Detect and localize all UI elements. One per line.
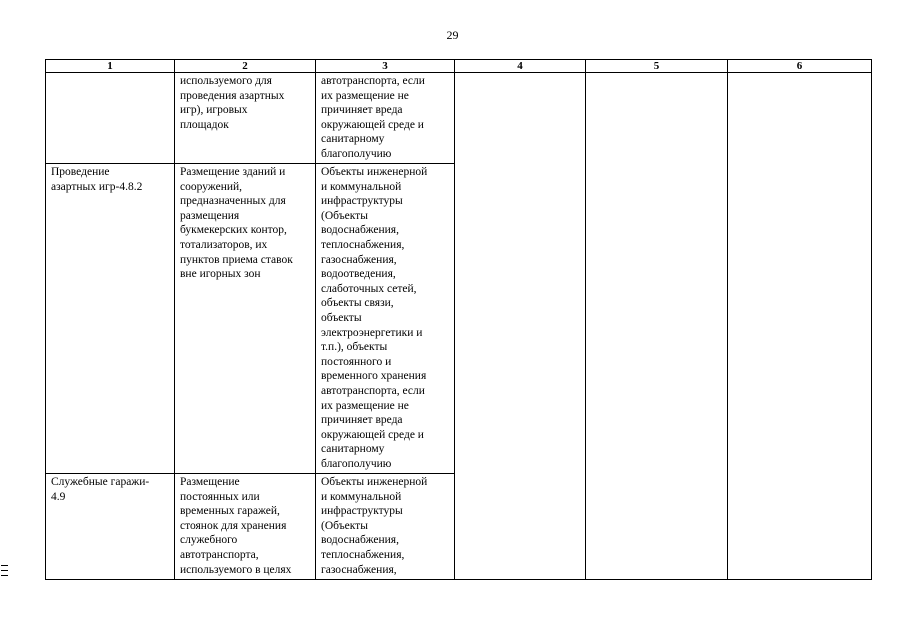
cell-text-line: окружающей среде и: [321, 428, 424, 441]
row-1-col-4: [455, 73, 586, 580]
cell-text-line: вне игорных зон: [180, 268, 261, 281]
cell-text-line: предназначенных для: [180, 195, 286, 208]
cell-text-line: используемого для: [180, 75, 272, 87]
cell-text-line: сооружений,: [180, 180, 243, 193]
header-col-2: 2: [175, 60, 316, 73]
cell-text-line: причиняет вреда: [321, 414, 403, 427]
cell-text-line: теплоснабжения,: [321, 548, 405, 561]
cell-text-line: Проведение: [51, 166, 110, 178]
margin-mark: [1, 575, 8, 576]
cell-text-line: временного хранения: [321, 370, 427, 383]
header-col-3: 3: [316, 60, 455, 73]
cell-text-line: благополучию: [321, 457, 392, 470]
cell-text-line: санитарному: [321, 133, 385, 146]
cell-text-line: газоснабжения,: [321, 253, 397, 266]
row-2-col-3: [316, 164, 455, 474]
cell-text-line: стоянок для хранения: [180, 519, 287, 532]
cell-text-line: размещения: [180, 209, 240, 222]
row-1-col-2: [175, 73, 316, 164]
cell-text-line: санитарному: [321, 443, 385, 456]
cell-text-line: газоснабжения,: [321, 563, 397, 576]
cell-text-line: Размещение: [180, 476, 240, 488]
cell-text-line: окружающей среде и: [321, 118, 424, 131]
cell-text-line: и коммунальной: [321, 490, 402, 503]
cell-text-line: пунктов приема ставок: [180, 253, 293, 266]
cell-text-line: проведения азартных: [180, 89, 285, 102]
margin-mark: [1, 565, 8, 566]
cell-text-line: благополучию: [321, 147, 392, 160]
cell-text-line: Размещение зданий и: [180, 166, 286, 178]
cell-text-line: Объекты инженерной: [321, 476, 428, 488]
cell-text-line: причиняет вреда: [321, 104, 403, 117]
margin-mark: [1, 570, 8, 571]
cell-text-line: игр), игровых: [180, 104, 248, 117]
cell-text-line: водоотведения,: [321, 268, 396, 281]
cell-text-line: водоснабжения,: [321, 534, 399, 547]
cell-text-line: их размещение не: [321, 89, 409, 102]
cell-text-line: теплоснабжения,: [321, 238, 405, 251]
land-use-table: [45, 59, 872, 580]
cell-text-line: букмекерских контор,: [180, 224, 287, 237]
cell-text-line: инфраструктуры: [321, 505, 403, 518]
header-col-4: 4: [455, 60, 586, 73]
row-1-col-3: [316, 73, 455, 164]
cell-text-line: азартных игр-4.8.2: [51, 180, 143, 193]
cell-text-line: Служебные гаражи-: [51, 476, 150, 488]
header-col-5: 5: [586, 60, 728, 73]
cell-text-line: используемого в целях: [180, 563, 292, 576]
cell-text-line: автотранспорта,: [180, 548, 259, 561]
row-2-col-2: [175, 164, 316, 474]
row-3-col-1: [46, 474, 175, 580]
cell-text-line: объекты: [321, 311, 362, 324]
cell-text-line: и коммунальной: [321, 180, 402, 193]
row-1-col-5: [586, 73, 728, 580]
cell-text-line: слаботочных сетей,: [321, 282, 417, 295]
cell-text-line: временных гаражей,: [180, 505, 280, 518]
cell-text-line: тотализаторов, их: [180, 238, 268, 251]
cell-text-line: (Объекты: [321, 209, 368, 222]
cell-text-line: их размещение не: [321, 399, 409, 412]
table-row: [46, 73, 872, 164]
cell-text-line: электроэнергетики и: [321, 326, 423, 339]
row-1-col-6: [728, 73, 872, 580]
cell-text-line: площадок: [180, 118, 229, 131]
cell-text-line: инфраструктуры: [321, 195, 403, 208]
cell-text-line: водоснабжения,: [321, 224, 399, 237]
cell-text-line: постоянных или: [180, 490, 260, 503]
header-col-6: 6: [728, 60, 872, 73]
cell-text-line: т.п.), объекты: [321, 341, 388, 354]
cell-text-line: служебного: [180, 534, 238, 547]
row-1-col-1: [46, 73, 175, 164]
page-number: 29: [446, 28, 459, 42]
row-3-col-3: [316, 474, 455, 580]
row-3-col-2: [175, 474, 316, 580]
row-2-col-1: [46, 164, 175, 474]
cell-text-line: Объекты инженерной: [321, 166, 428, 178]
header-col-1: 1: [46, 60, 175, 73]
cell-text-line: автотранспорта, если: [321, 384, 425, 397]
cell-text-line: объекты связи,: [321, 297, 394, 310]
cell-text-line: 4.9: [51, 490, 66, 503]
cell-text-line: постоянного и: [321, 355, 392, 368]
cell-text-line: автотранспорта, если: [321, 75, 425, 87]
cell-text-line: (Объекты: [321, 519, 368, 532]
table-header-row: [46, 60, 872, 73]
